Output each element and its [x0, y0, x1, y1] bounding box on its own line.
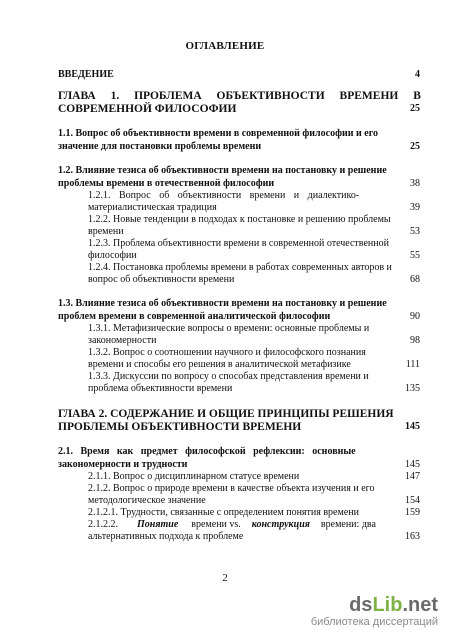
toc-sub-1-3-2-line1: 1.3.2. Вопрос о соотношении научного и философского познания	[88, 347, 366, 358]
toc-page-2-1: 145	[405, 459, 420, 470]
toc-sub-1-2-2-line2: времени	[88, 226, 124, 237]
toc-page-2-1-2-1: 159	[405, 507, 420, 518]
toc-page-1-2-3: 55	[410, 250, 420, 261]
toc-section-1-3-line2: проблем времени в современной аналитической философии	[58, 311, 331, 322]
toc-page-ch2: 145	[405, 421, 420, 432]
toc-page-1-1: 25	[410, 141, 420, 152]
toc-page-2-1-1: 147	[405, 471, 420, 482]
toc-page-2-1-2: 154	[405, 495, 420, 506]
toc-sub-1-2-4-line2: вопрос об объективности времени	[88, 274, 235, 285]
toc-sub-1-3-1-line1: 1.3.1. Метафизические вопросы о времени: основные проблемы и	[88, 323, 370, 334]
toc-page-1-3: 90	[410, 311, 420, 322]
toc-sub-1-2-1-line1: 1.2.1. Вопрос об объективности времени и диалектико-	[88, 190, 360, 201]
toc-page-1-3-1: 98	[410, 335, 420, 346]
toc-section-1-1-line1: 1.1. Вопрос об объективности времени в современной философии и его	[58, 128, 379, 139]
toc-sub-1-2-3-line1: 1.2.3. Проблема объективности времени в современной отечественной	[88, 238, 389, 249]
toc-page-1-2: 38	[410, 178, 420, 189]
toc-sub-1-3-1-line2: закономерности	[88, 335, 157, 346]
toc-chapter-1-line1: ГЛАВА 1. ПРОБЛЕМА ОБЪЕКТИВНОСТИ ВРЕМЕНИ В	[58, 90, 421, 102]
toc-section-1-1-line2: значение для постановки проблемы времени	[58, 141, 262, 152]
toc-sub-2-1-2-line2: методологическое значение	[88, 495, 206, 506]
watermark-logo	[311, 595, 438, 628]
toc-page-intro: 4	[415, 69, 420, 80]
toc-chapter-2-line2: ПРОБЛЕМЫ ОБЪЕКТИВНОСТИ ВРЕМЕНИ	[58, 421, 302, 433]
toc-page-1-3-3: 135	[405, 383, 420, 394]
toc-page-2-1-2-2: 163	[405, 531, 420, 542]
toc-title: ОГЛАВЛЕНИЕ	[185, 40, 265, 52]
toc-sub-2-1-2-2-line1: 2.1.2.2. Понятие времени vs. конструкция времени: два	[88, 519, 376, 530]
toc-page-1-2-2: 53	[410, 226, 420, 237]
toc-sub-1-2-3-line2: философии	[88, 250, 137, 261]
toc-sub-1-3-3-line1: 1.3.3. Дискуссии по вопросу о способах представления времени и	[88, 371, 369, 382]
toc-page-1-2-4: 68	[410, 274, 420, 285]
watermark-brand: dsLib.net	[349, 594, 438, 616]
toc-page-ch1: 25	[410, 103, 420, 114]
toc-page-1-3-2: 111	[405, 359, 420, 370]
toc-section-2-1-line2: закономерности и трудности	[58, 459, 188, 470]
toc-entry-intro: ВВЕДЕНИЕ	[58, 69, 114, 80]
toc-sub-2-1-2-2-line2: альтернативных подхода к проблеме	[88, 531, 244, 542]
watermark-subtitle: библиотека диссертаций	[310, 616, 438, 628]
toc-page-1-2-1: 39	[410, 202, 420, 213]
toc-chapter-2-line1: ГЛАВА 2. СОДЕРЖАНИЕ И ОБЩИЕ ПРИНЦИПЫ РЕШЕНИЯ	[58, 408, 394, 420]
toc-section-1-2-line2: проблемы времени в отечественной философии	[58, 178, 275, 189]
toc-sub-1-3-3-line2: проблема объективности времени	[88, 383, 233, 394]
toc-chapter-1-line2: СОВРЕМЕННОЙ ФИЛОСОФИИ	[58, 103, 237, 115]
toc-sub-1-2-4-line1: 1.2.4. Постановка проблемы времени в работах современных авторов и	[88, 262, 392, 273]
toc-section-1-2-line1: 1.2. Влияние тезиса об объективности времени на постановку и решение	[58, 165, 387, 176]
toc-sub-2-1-2-line1: 2.1.2. Вопрос о природе времени в качестве объекта изучения и его	[88, 483, 375, 494]
toc-sub-1-3-2-line2: времени и способы его решения в аналитической метафизике	[88, 359, 351, 370]
toc-sub-1-2-2-line1: 1.2.2. Новые тенденции в подходах к постановке и решению проблемы	[88, 214, 391, 225]
toc-sub-2-1-1: 2.1.1. Вопрос о дисциплинарном статусе времени	[88, 471, 300, 482]
toc-sub-2-1-2-1: 2.1.2.1. Трудности, связанные с определением понятия времени	[88, 507, 359, 518]
toc-section-2-1-line1: 2.1. Время как предмет философской рефлексии: основные	[58, 446, 356, 457]
toc-sub-1-2-1-line2: материалистическая традиция	[88, 202, 217, 213]
toc-section-1-3-line1: 1.3. Влияние тезиса об объективности времени на постановку и решение	[58, 298, 387, 309]
page-number: 2	[222, 572, 228, 584]
